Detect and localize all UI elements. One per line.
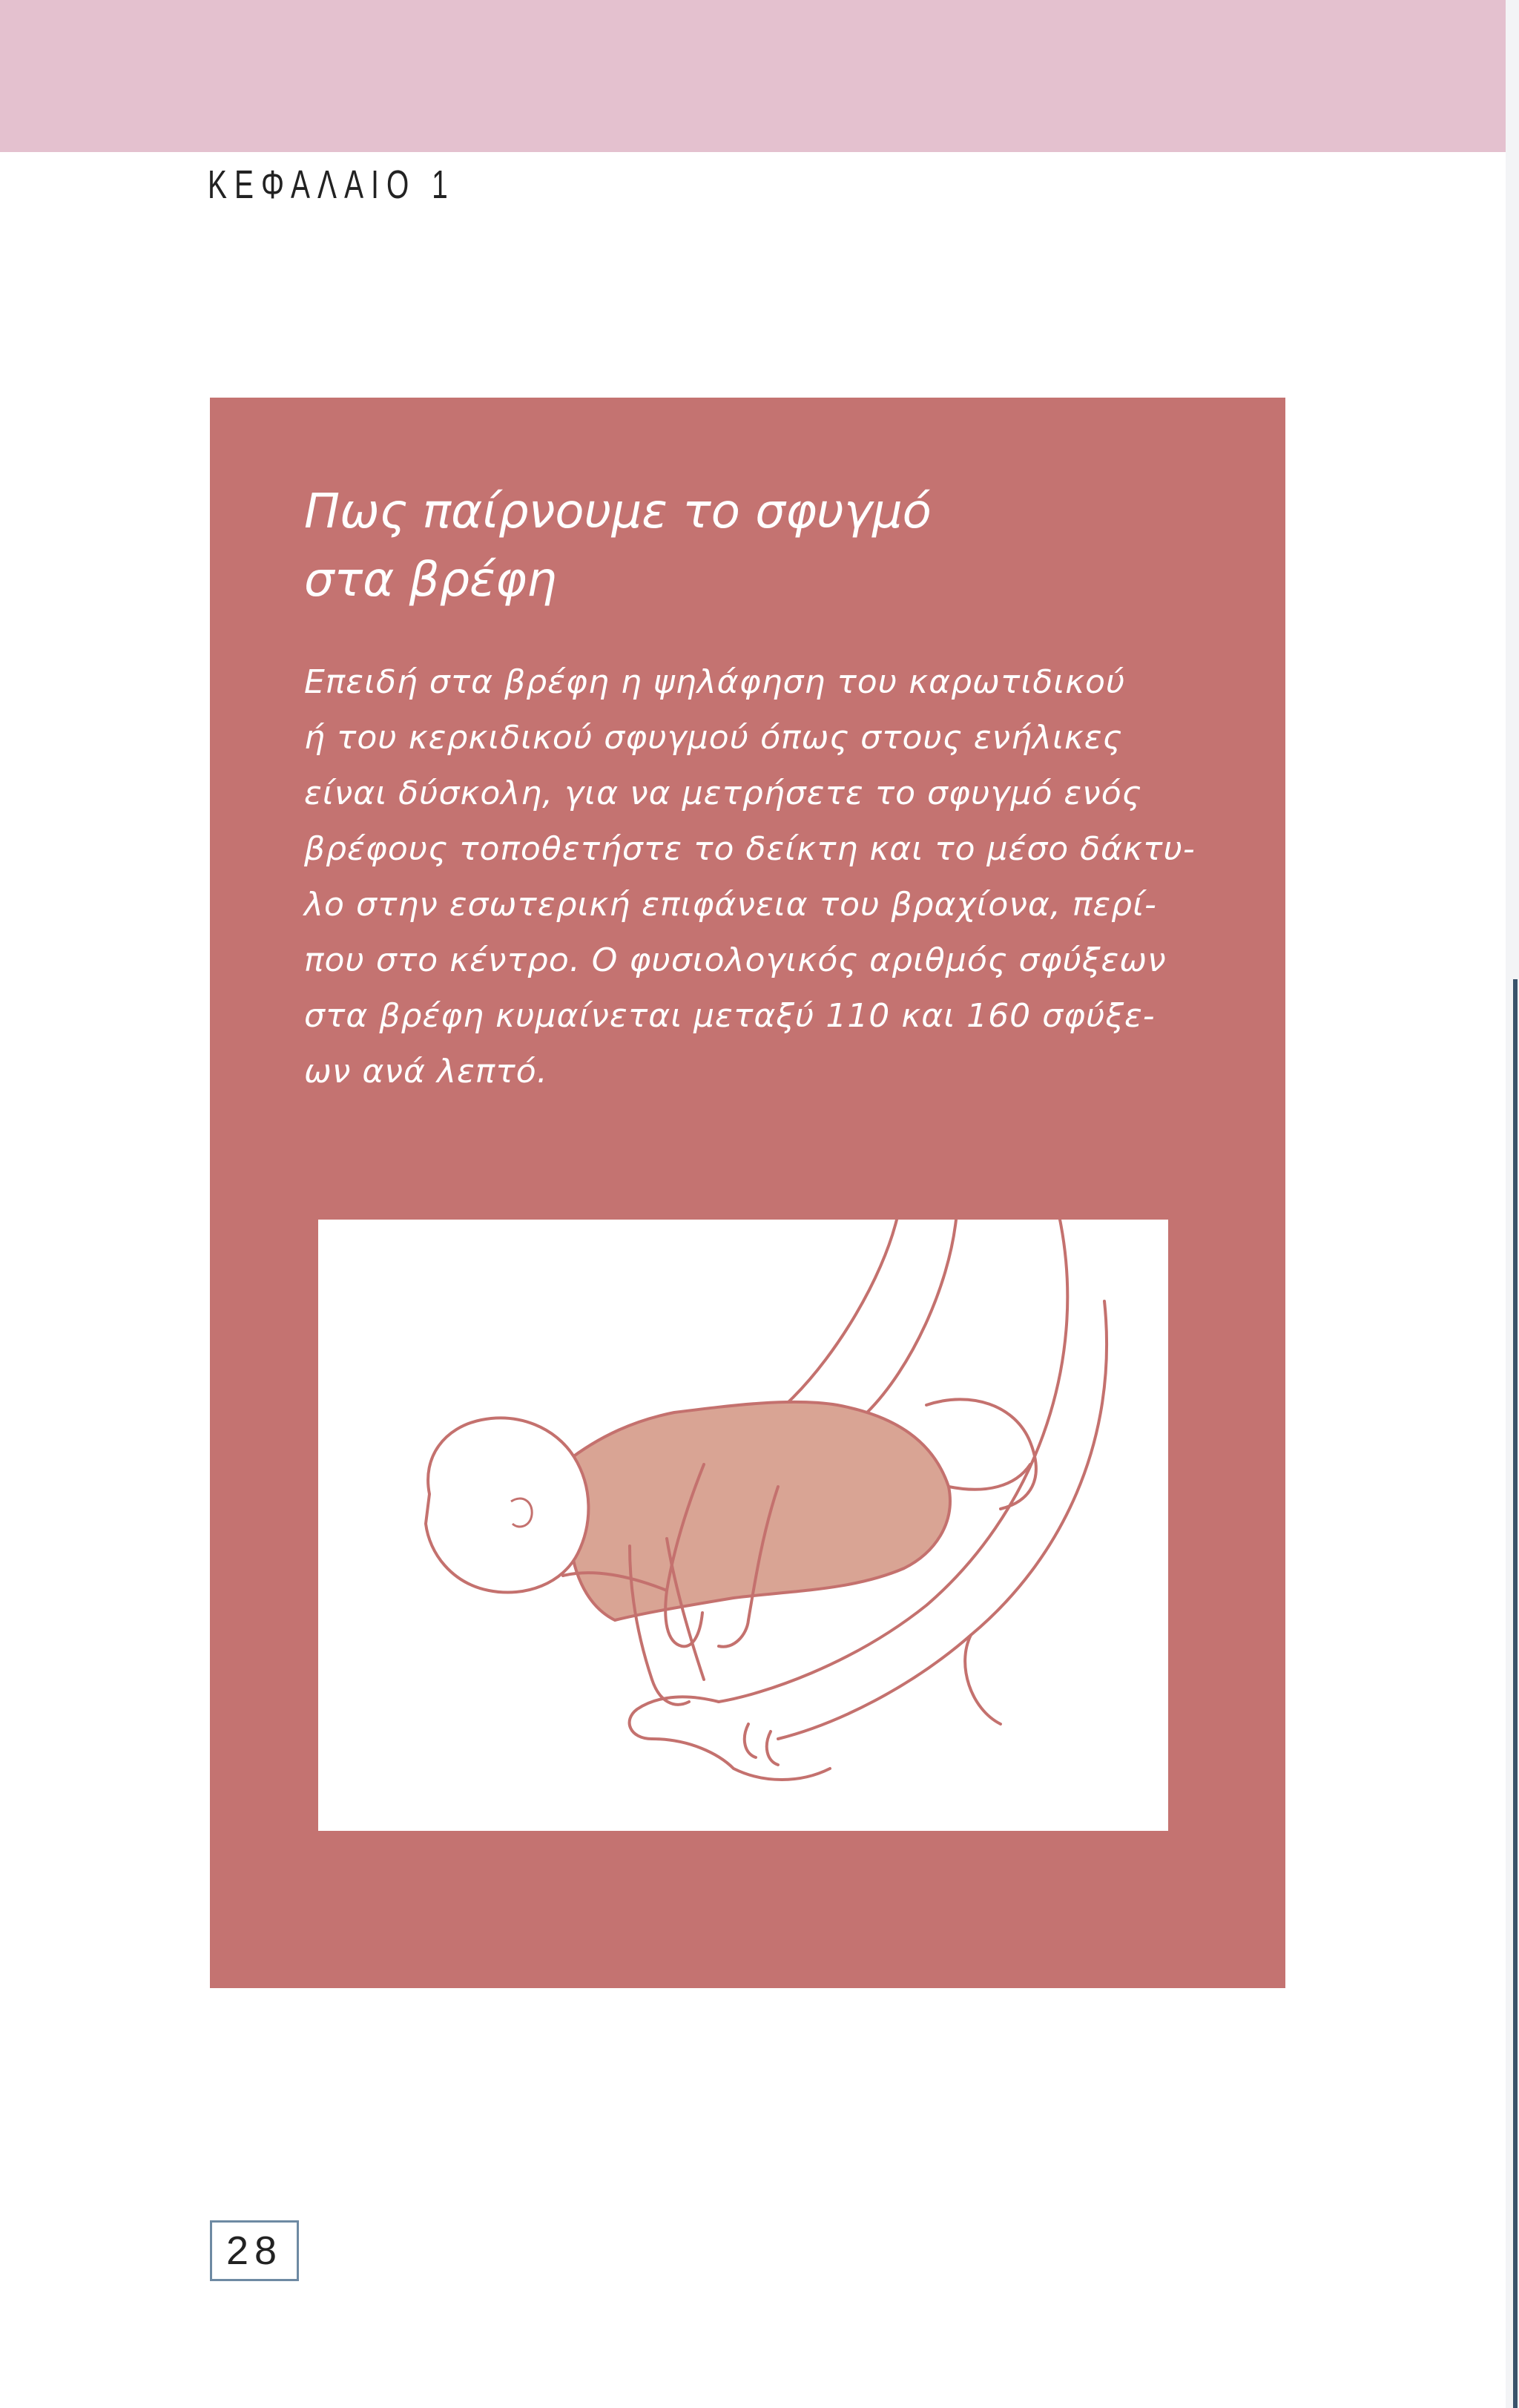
infant-pulse-drawing [318, 1220, 1168, 1831]
adult-supporting-fingers-outline [745, 1724, 778, 1765]
body-line: βρέφους τοποθετήστε το δείκτη και το μέσο δάκτυ- [304, 830, 1196, 868]
infant-head-shape [426, 1418, 588, 1592]
body-line: ων ανά λεπτό. [304, 1053, 548, 1090]
panel-title-line: στα βρέφη [304, 553, 557, 608]
body-line: λο στην εσωτερική επιφάνεια του βραχίονα, περί- [304, 886, 1157, 924]
info-panel [210, 398, 1285, 1988]
body-line: ή του κερκιδικού σφυγμού όπως στους ενήλικες [304, 719, 1123, 757]
panel-body-text [304, 654, 1194, 1099]
infant-shirt-shape [561, 1402, 950, 1620]
body-line: Επειδή στα βρέφη η ψηλάφηση του καρωτιδικού [304, 663, 1126, 701]
chapter-label: ΚΕΦΑΛΑΙΟ 1 [208, 162, 455, 207]
page-number: 28 [210, 2220, 299, 2281]
top-color-band [0, 0, 1519, 152]
adult-supporting-hand-outline [630, 1697, 830, 1780]
panel-title [304, 478, 1179, 614]
infant-pulse-illustration [318, 1220, 1168, 1831]
body-line: που στο κέντρο. Ο φυσιολογικός αριθμός σφύξεων [304, 941, 1167, 979]
page-edge-line [1513, 979, 1518, 2408]
panel-title-line: Πως παίρνουμε το σφυγμό [304, 484, 932, 539]
body-line: στα βρέφη κυμαίνεται μεταξύ 110 και 160 σφύξε- [304, 997, 1156, 1035]
body-line: είναι δύσκολη, για να μετρήσετε το σφυγμό ενός [304, 774, 1142, 812]
adult-elbow-outline [965, 1635, 1001, 1724]
